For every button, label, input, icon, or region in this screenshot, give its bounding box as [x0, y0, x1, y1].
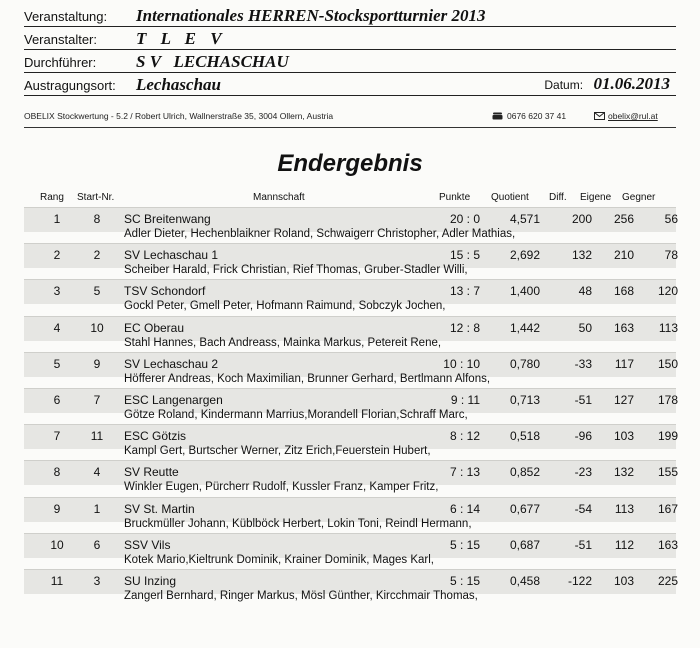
team-members: Götze Roland, Kindermann Marrius,Morandell Florian,Schraff Marc,	[124, 409, 468, 421]
cell-start: 3	[93, 574, 101, 588]
cell-team: SV St. Martin	[124, 501, 195, 516]
cell-eigene: 103	[613, 429, 634, 444]
cell-start: 8	[93, 212, 101, 226]
team-members: Scheiber Harald, Frick Christian, Rief Thomas, Gruber-Stadler Willi,	[124, 264, 468, 277]
cell-rang: 11	[50, 574, 64, 588]
divider	[24, 127, 676, 128]
cell-punkte: 15 : 5	[449, 248, 480, 263]
cell-punkte: 20 : 0	[449, 212, 480, 226]
cell-gegner: 225	[657, 574, 678, 588]
cell-team: ESC Götzis	[124, 429, 187, 444]
event-date: 01.06.2013	[593, 74, 670, 93]
cell-start: 9	[93, 356, 101, 371]
cell-diff: -51	[574, 393, 592, 407]
cell-quotient: 0,713	[509, 393, 540, 407]
cell-punkte: 10 : 10	[443, 356, 480, 371]
cell-punkte: 7 : 13	[449, 465, 480, 480]
cell-quotient: 2,692	[509, 248, 540, 263]
cell-diff: -33	[574, 356, 592, 371]
cell-quotient: 0,458	[509, 574, 540, 588]
cell-gegner: 155	[657, 465, 678, 480]
page-title: Endergebnis	[277, 150, 423, 177]
cell-rang: 9	[53, 501, 61, 516]
cell-rang: 10	[50, 537, 64, 552]
cell-diff: -54	[574, 501, 592, 516]
header-row-veranstalter	[24, 27, 676, 50]
organizer: T L E V	[136, 29, 227, 48]
cell-eigene: 117	[614, 356, 634, 371]
cell-punkte: 6 : 14	[449, 501, 480, 516]
cell-gegner: 150	[657, 356, 678, 371]
cell-punkte: 8 : 12	[449, 429, 480, 444]
phone-block	[492, 111, 566, 121]
col-gegner: Gegner	[622, 192, 656, 203]
cell-diff: 50	[578, 320, 592, 335]
cell-gegner: 113	[658, 320, 678, 335]
cell-gegner: 163	[657, 537, 678, 552]
col-rang: Rang	[40, 192, 64, 203]
cell-punkte: 9 : 11	[450, 393, 480, 407]
col-eigene: Eigene	[580, 192, 612, 203]
cell-gegner: 78	[664, 248, 678, 263]
email-link[interactable]: obelix@rul.at	[608, 111, 658, 121]
cell-rang: 8	[53, 465, 61, 480]
cell-gegner: 199	[657, 429, 678, 444]
cell-quotient: 1,442	[509, 320, 540, 335]
phone-icon	[492, 112, 503, 120]
col-diff: Diff.	[549, 192, 567, 203]
cell-start: 10	[90, 320, 104, 335]
col-quotient: Quotient	[491, 192, 529, 203]
cell-quotient: 1,400	[509, 284, 540, 299]
event-name: Internationales HERREN-Stocksportturnier 2013	[136, 6, 486, 25]
cell-team: ESC Langenargen	[124, 393, 223, 407]
cell-gegner: 56	[664, 212, 678, 226]
cell-team: SV Reutte	[124, 465, 179, 480]
cell-start: 2	[93, 248, 101, 263]
cell-eigene: 168	[613, 284, 634, 299]
header-row-ort	[24, 73, 676, 96]
cell-eigene: 127	[613, 393, 634, 407]
team-members: Stahl Hannes, Bach Andreass, Mainka Markus, Petereit Rene,	[124, 336, 442, 349]
cell-eigene: 103	[613, 574, 634, 588]
venue: Lechaschau	[136, 75, 221, 94]
col-punkte: Punkte	[439, 192, 471, 203]
cell-team: SSV Vils	[124, 537, 171, 552]
cell-punkte: 5 : 15	[449, 537, 480, 552]
cell-quotient: 0,687	[509, 537, 540, 552]
team-members: Kotek Mario,Kieltrunk Dominik, Krainer Dominik, Mages Karl,	[124, 553, 434, 566]
email-block	[594, 111, 658, 121]
cell-team: SV Lechaschau 1	[124, 248, 219, 263]
cell-eigene: 113	[614, 501, 634, 516]
date-block	[544, 74, 670, 94]
cell-punkte: 5 : 15	[449, 574, 480, 588]
team-members: Höfferer Andreas, Koch Maximilian, Brunner Gerhard, Bertlmann Alfons,	[124, 372, 491, 385]
col-mannschaft: Mannschaft	[253, 192, 305, 203]
cell-diff: -122	[567, 574, 592, 588]
cell-diff: 132	[571, 248, 592, 263]
team-members: Kampl Gert, Burtscher Werner, Zitz Erich,Feuerstein Hubert,	[124, 445, 431, 458]
envelope-icon	[594, 112, 605, 120]
label-datum: Datum:	[544, 78, 584, 92]
cell-rang: 1	[53, 212, 61, 226]
cell-punkte: 13 : 7	[449, 284, 480, 299]
cell-quotient: 0,780	[509, 356, 540, 371]
cell-rang: 3	[53, 284, 61, 299]
cell-rang: 6	[53, 393, 61, 407]
team-members: Bruckmüller Johann, Küblböck Herbert, Lokin Toni, Reindl Hermann,	[124, 517, 472, 530]
cell-start: 1	[93, 501, 101, 516]
cell-eigene: 132	[613, 465, 634, 480]
software-credit-line	[24, 111, 676, 121]
cell-team: SU Inzing	[124, 574, 177, 588]
cell-diff: 200	[571, 212, 592, 226]
cell-gegner: 167	[657, 501, 678, 516]
team-members: Zangerl Bernhard, Ringer Markus, Mösl Günther, Kircchmair Thomas,	[124, 590, 478, 602]
cell-start: 4	[93, 465, 101, 480]
cell-quotient: 0,518	[509, 429, 540, 444]
cell-eigene: 112	[614, 537, 634, 552]
label-durchfuehrer: Durchführer:	[24, 55, 97, 70]
cell-rang: 4	[53, 320, 61, 335]
label-veranstaltung: Veranstaltung:	[24, 9, 108, 24]
cell-diff: 48	[578, 284, 592, 299]
phone-number: 0676 620 37 41	[507, 111, 567, 121]
cell-gegner: 178	[657, 393, 678, 407]
team-members: Gockl Peter, Gmell Peter, Hofmann Raimund, Sobczyk Jochen,	[124, 300, 446, 313]
cell-team: SV Lechaschau 2	[124, 356, 219, 371]
software-credit: OBELIX Stockwertung - 5.2 / Robert Ulrich, Wallnerstraße 35, 3004 Ollern, Austria	[24, 111, 334, 121]
cell-start: 6	[93, 537, 101, 552]
host-club: S V LECHASCHAU	[136, 52, 289, 71]
cell-team: TSV Schondorf	[124, 284, 206, 299]
cell-rang: 7	[53, 429, 61, 444]
cell-start: 7	[93, 393, 101, 407]
cell-rang: 5	[53, 356, 61, 371]
cell-quotient: 0,852	[509, 465, 540, 480]
header-row-veranstaltung	[24, 4, 676, 27]
event-header	[24, 4, 676, 96]
team-members: Winkler Eugen, Pürcherr Rudolf, Kussler Franz, Kamper Fritz,	[124, 481, 439, 494]
cell-eigene: 210	[613, 248, 634, 263]
cell-quotient: 4,571	[509, 212, 540, 226]
cell-quotient: 0,677	[509, 501, 540, 516]
cell-diff: -96	[574, 429, 592, 444]
label-veranstalter: Veranstalter:	[24, 32, 97, 47]
cell-punkte: 12 : 8	[449, 320, 480, 335]
cell-rang: 2	[53, 248, 61, 263]
col-start: Start-Nr.	[77, 192, 115, 203]
cell-eigene: 256	[613, 212, 634, 226]
header-row-durchfuehrer	[24, 50, 676, 73]
cell-start: 11	[90, 429, 104, 444]
label-ort: Austragungsort:	[24, 78, 116, 93]
cell-team: EC Oberau	[124, 320, 185, 335]
cell-eigene: 163	[613, 320, 634, 335]
cell-team: SC Breitenwang	[124, 212, 211, 226]
cell-diff: -51	[574, 537, 592, 552]
cell-start: 5	[93, 284, 101, 299]
cell-gegner: 120	[657, 284, 678, 299]
cell-diff: -23	[574, 465, 592, 480]
team-members: Adler Dieter, Hechenblaikner Roland, Schwaigerr Christopher, Adler Mathias,	[124, 228, 516, 240]
